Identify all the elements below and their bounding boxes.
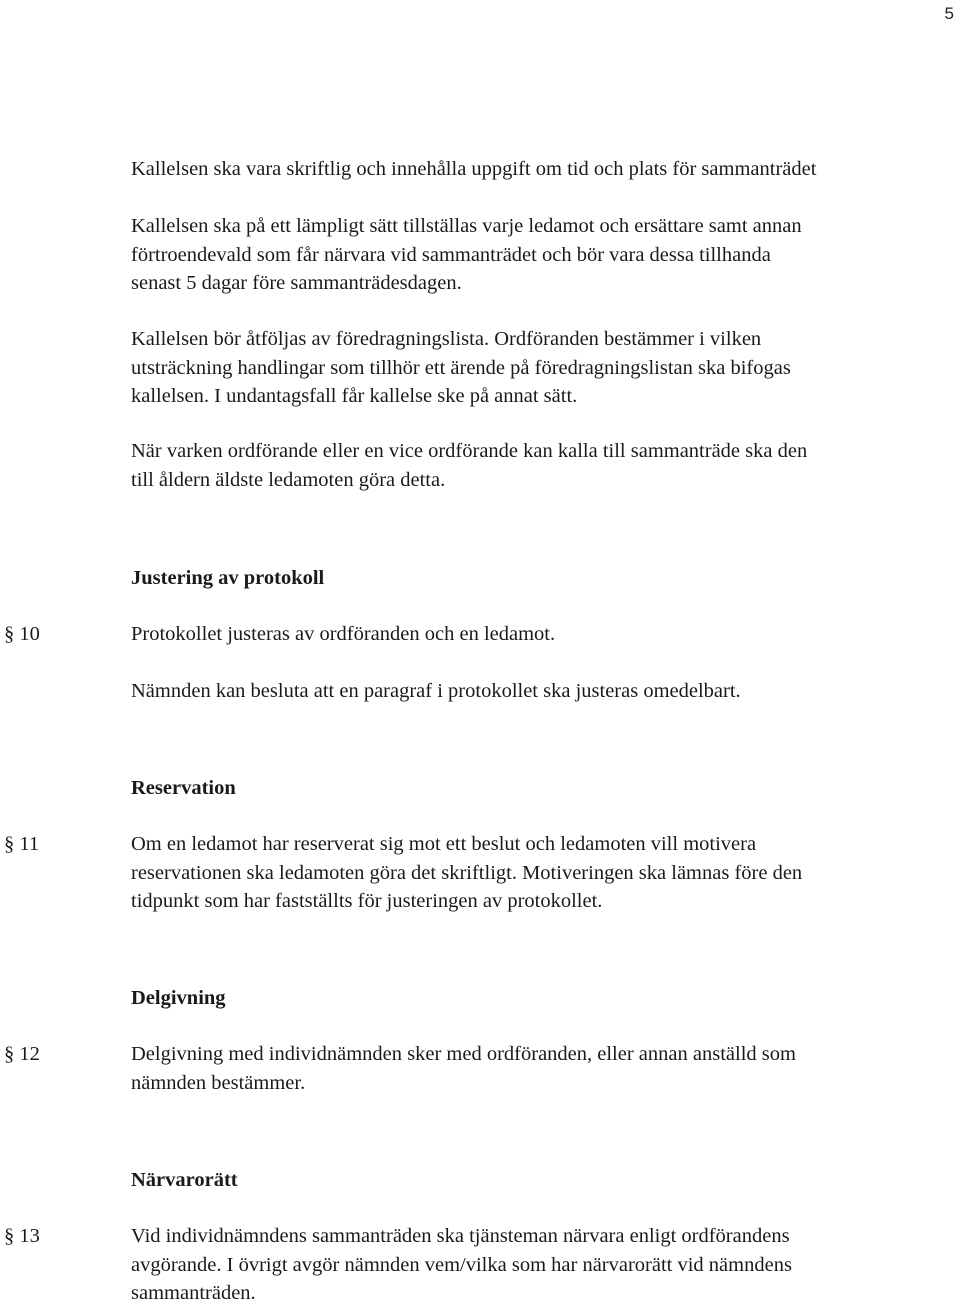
section-heading-delgivning: Delgivning — [131, 987, 226, 1009]
text-line: nämnden bestämmer. — [131, 1071, 306, 1094]
intro-paragraph-3 — [131, 325, 946, 411]
intro-paragraph-4 — [131, 437, 946, 494]
text-line: Kallelsen ska vara skriftlig och innehålla uppgift om tid och plats för sammanträdet — [131, 158, 817, 180]
section-mark-13: § 13 — [4, 1225, 40, 1247]
intro-paragraph-2 — [131, 212, 946, 298]
text-line: kallelsen. I undantagsfall får kallelse ske på annat sätt. — [131, 385, 578, 407]
text-line: senast 5 dagar före sammanträdesdagen. — [131, 272, 462, 294]
text-line: sammanträden. — [131, 1282, 256, 1304]
text-line: Delgivning med individnämnden sker med ordföranden, eller annan anställd som — [131, 1043, 796, 1065]
section-12-paragraph-1 — [131, 1040, 946, 1097]
section-mark-12: § 12 — [4, 1043, 40, 1065]
section-13-paragraph-1 — [131, 1222, 946, 1308]
section-10-paragraph-1 — [131, 620, 946, 649]
section-10-paragraph-2 — [131, 677, 946, 706]
text-line: till åldern äldste ledamoten göra detta. — [131, 468, 446, 491]
intro-paragraph-1 — [131, 155, 946, 184]
text-line: Protokollet justeras av ordföranden och en ledamot. — [131, 623, 556, 645]
section-heading-narvaroratt: Närvarorätt — [131, 1169, 238, 1191]
section-heading-justering: Justering av protokoll — [131, 567, 325, 589]
text-line: När varken ordförande eller en vice ordförande kan kalla till sammanträde ska den — [131, 440, 808, 462]
text-line: tidpunkt som har fastställts för justeringen av protokollet. — [131, 890, 603, 912]
section-11-paragraph-1 — [131, 830, 946, 916]
page-number: 5 — [944, 4, 954, 23]
text-line: utsträckning handlingar som tillhör ett ärende på föredragningslistan ska bifogas — [131, 356, 791, 379]
text-line: avgörande. I övrigt avgör nämnden vem/vilka som har närvarorätt vid nämndens — [131, 1253, 792, 1276]
text-line: Om en ledamot har reserverat sig mot ett beslut och ledamoten vill motivera — [131, 833, 757, 855]
section-heading-reservation: Reservation — [131, 777, 236, 799]
text-line: Vid individnämndens sammanträden ska tjänsteman närvara enligt ordförandens — [131, 1225, 790, 1247]
text-line: Nämnden kan besluta att en paragraf i protokollet ska justeras omedelbart. — [131, 680, 741, 702]
text-line: Kallelsen bör åtföljas av föredragningslista. Ordföranden bestämmer i vilken — [131, 328, 762, 350]
text-line: förtroendevald som får närvara vid sammanträdet och bör vara dessa tillhanda — [131, 243, 771, 266]
text-line: reservationen ska ledamoten göra det skriftligt. Motiveringen ska lämnas före den — [131, 861, 803, 884]
section-mark-10: § 10 — [4, 623, 40, 645]
text-line: Kallelsen ska på ett lämpligt sätt tillställas varje ledamot och ersättare samt annan — [131, 215, 802, 237]
section-mark-11: § 11 — [4, 833, 40, 855]
